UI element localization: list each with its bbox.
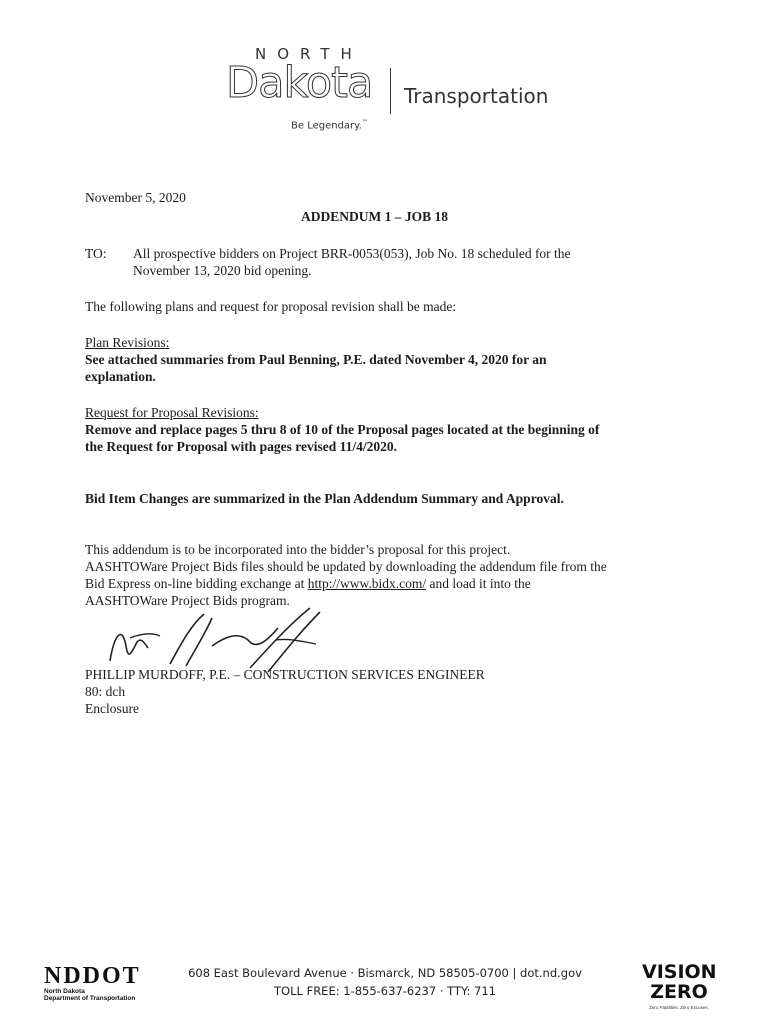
rfp-revisions-line-2: the Request for Proposal with pages revised 11/4/2020. [85, 439, 398, 454]
letter-title: ADDENDUM 1 – JOB 18 [301, 209, 448, 224]
vision-zero-subtext: Zero Fatalities. Zero Excuses. [649, 1005, 709, 1010]
rfp-revisions-line-1: Remove and replace pages 5 thru 8 of 10 of the Proposal pages located at the beginning of [85, 422, 600, 437]
to-line-2: November 13, 2020 bid opening. [133, 263, 312, 278]
logo-north-text: NORTH [255, 45, 363, 63]
enclosure: Enclosure [85, 701, 139, 716]
footer-phone: TOLL FREE: 1-855-637-6237 · TTY: 711 [274, 984, 496, 998]
tagline-text: Be Legendary. [291, 120, 362, 132]
bidx-link[interactable]: http://www.bidx.com/ [307, 576, 427, 591]
body-line-4: AASHTOWare Project Bids program. [85, 593, 290, 608]
intro-text: The following plans and request for proposal revision shall be made: [85, 299, 457, 314]
logo-tagline [291, 119, 368, 131]
nddot-logo-sub-2: Department of Transportation [44, 995, 136, 1002]
nddot-logo-text: NDDOT [44, 963, 141, 989]
footer-address: 608 East Boulevard Avenue · Bismarck, ND 58505-0700 | dot.nd.gov [188, 966, 582, 980]
logo-transportation-text: Transportation [404, 84, 549, 108]
plan-revisions-heading: Plan Revisions: [85, 335, 170, 350]
vision-zero-line-2: ZERO [650, 981, 708, 1003]
body-line-1: This addendum is to be incorporated into the bidder’s proposal for this project. [85, 542, 511, 557]
rfp-revisions-heading: Request for Proposal Revisions: [85, 405, 259, 420]
bid-item-changes: Bid Item Changes are summarized in the Plan Addendum Summary and Approval. [85, 491, 564, 506]
body-line-3 [85, 575, 531, 592]
body-line-3-end: and load it into the [426, 576, 531, 591]
vision-zero-line-1: VISION [642, 961, 717, 983]
vision-zero-logo [642, 962, 716, 1002]
nddot-logo-sub-1: North Dakota [44, 988, 85, 995]
plan-revisions-line-1: See attached summaries from Paul Benning, P.E. dated November 4, 2020 for an [85, 352, 547, 367]
logo-divider [390, 68, 391, 114]
plan-revisions-line-2: explanation. [85, 369, 156, 384]
logo-dakota-text: Dakota [226, 58, 373, 108]
to-label: TO: [85, 246, 107, 261]
body-line-3-start: Bid Express on-line bidding exchange at [85, 576, 308, 591]
trademark-mark: ™ [361, 119, 368, 126]
body-line-2: AASHTOWare Project Bids files should be updated by downloading the addendum file from the [85, 559, 607, 574]
initials: 80: dch [85, 684, 126, 699]
signer-line: PHILLIP MURDOFF, P.E. – CONSTRUCTION SERVICES ENGINEER [85, 667, 485, 682]
letter-date: November 5, 2020 [85, 190, 186, 205]
to-line-1: All prospective bidders on Project BRR-0053(053), Job No. 18 scheduled for the [133, 246, 571, 261]
